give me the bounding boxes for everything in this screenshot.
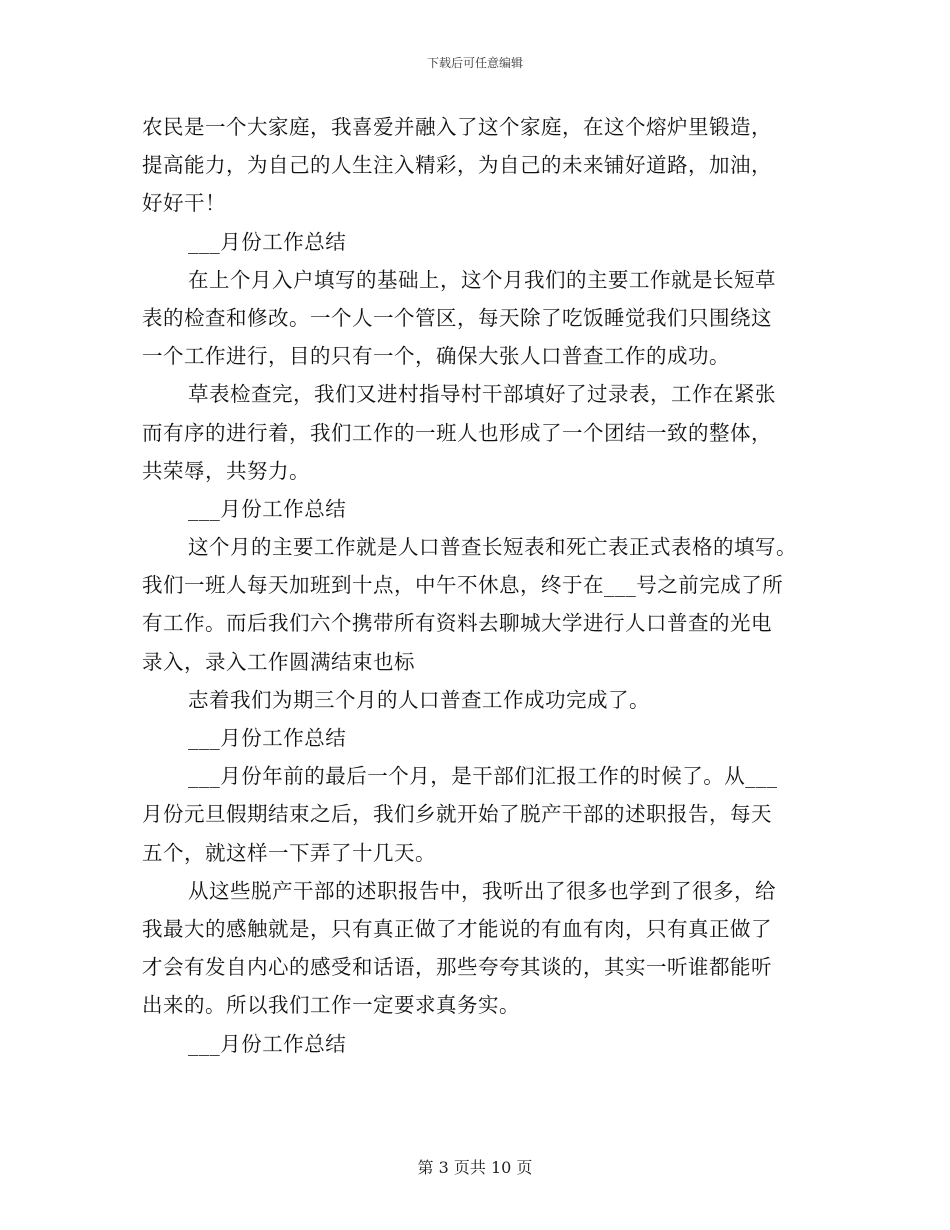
section-heading: ___月份工作总结 <box>188 496 347 521</box>
text-line: 好好干！ <box>142 191 226 216</box>
section-heading: ___月份工作总结 <box>188 229 347 254</box>
text-line: 表的检查和修改。一个人一个管区，每天除了吃饭睡觉我们只围绕这 <box>142 305 772 330</box>
text-line: ___月份年前的最后一个月，是干部们汇报工作的时候了。从___ <box>188 764 778 789</box>
text-line: 才会有发自内心的感受和话语，那些夸夸其谈的，其实一听谁都能听 <box>142 955 772 980</box>
text-line: 我最大的感触就是，只有真正做了才能说的有血有肉，只有真正做了 <box>142 916 772 941</box>
text-line: 这个月的主要工作就是人口普查长短表和死亡表正式表格的填写。 <box>188 535 797 560</box>
text-line: 出来的。所以我们工作一定要求真务实。 <box>142 993 520 1018</box>
text-line: 共荣辱，共努力。 <box>142 458 310 483</box>
text-line: 我们一班人每天加班到十点，中午不休息，终于在___号之前完成了所 <box>142 573 784 598</box>
text-line: 而有序的进行着，我们工作的一班人也形成了一个团结一致的整体， <box>142 420 772 445</box>
section-heading: ___月份工作总结 <box>188 1031 347 1056</box>
text-line: 一个工作进行，目的只有一个，确保大张人口普查工作的成功。 <box>142 344 730 369</box>
page-footer: 第 3 页共 10 页 <box>417 1158 533 1177</box>
text-line: 草表检查完，我们又进村指导村干部填好了过录表，工作在紧张 <box>188 382 776 407</box>
text-line: 录入，录入工作圆满结束也标 <box>142 649 415 674</box>
section-heading: ___月份工作总结 <box>188 726 347 750</box>
text-line: 有工作。而后我们六个携带所有资料去聊城大学进行人口普查的光电 <box>142 611 772 636</box>
text-line: 提高能力，为自己的人生注入精彩，为自己的未来铺好道路，加油， <box>142 153 772 178</box>
text-line: 农民是一个大家庭，我喜爱并融入了这个家庭，在这个熔炉里锻造， <box>142 115 772 139</box>
text-line: 月份元旦假期结束之后，我们乡就开始了脱产干部的述职报告，每天 <box>142 802 772 827</box>
body-text <box>142 108 822 1063</box>
page-header: 下载后可任意编辑 <box>426 56 523 70</box>
text-line: 五个，就这样一下弄了十几天。 <box>142 840 436 865</box>
text-line: 从这些脱产干部的述职报告中，我听出了很多也学到了很多，给 <box>188 878 776 903</box>
text-line: 志着我们为期三个月的人口普查工作成功完成了。 <box>188 687 650 712</box>
text-line: 在上个月入户填写的基础上，这个月我们的主要工作就是长短草 <box>188 267 776 292</box>
